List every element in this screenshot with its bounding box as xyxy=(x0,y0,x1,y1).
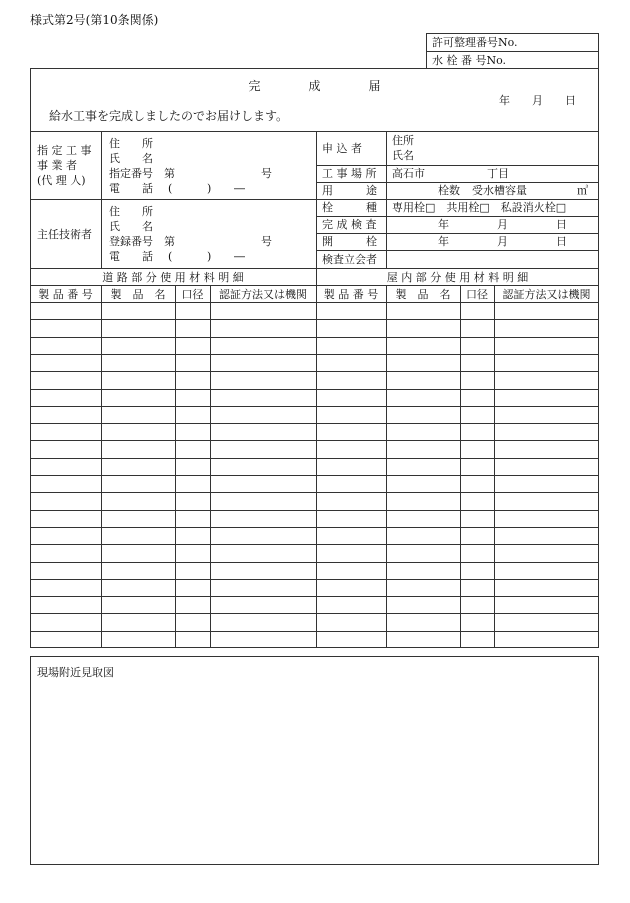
contractor-go: 号 xyxy=(261,167,272,180)
site-chome: 丁目 xyxy=(487,167,509,180)
use-label: 用 途 xyxy=(322,184,377,197)
inspection-day: 日 xyxy=(556,218,567,231)
table-row-line xyxy=(30,354,599,355)
road-section-title: 道 路 部 分 使 用 材 料 明 細 xyxy=(102,271,244,284)
indoor-section-title: 屋 内 部 分 使 用 材 料 明 細 xyxy=(386,271,529,284)
intro-text: 給水工事を完成しましたのでお届けします。 xyxy=(49,109,289,123)
table-row-line xyxy=(30,475,599,476)
site-label: 工 事 場 所 xyxy=(322,167,377,180)
permit-no-label: 許可整理番号No. xyxy=(432,36,518,49)
doc-title: 完 成 届 xyxy=(248,79,381,93)
m3-unit: ㎥ xyxy=(577,184,588,197)
date-line: 年 月 日 xyxy=(499,94,576,107)
col-cert-road: 認証方法又は機関 xyxy=(219,288,307,301)
table-column-line xyxy=(386,285,387,648)
applicant-address: 住所 xyxy=(392,134,414,147)
chief-paren-close: ) xyxy=(207,250,212,263)
table-column-line xyxy=(210,285,211,648)
contractor-address: 住 所 xyxy=(109,137,153,150)
table-row-line xyxy=(30,319,599,320)
contractor-label-2: 事 業 者 xyxy=(37,159,77,172)
tank-capacity: 受水槽容量 xyxy=(472,184,527,197)
table-row-line xyxy=(30,406,599,407)
attendee-label: 検査立会者 xyxy=(322,253,377,266)
opening-day: 日 xyxy=(556,235,567,248)
inspection-label: 完 成 検 査 xyxy=(322,218,377,231)
hydrant-no-label: 水 栓 番 号No. xyxy=(432,54,507,67)
col-product-name-road: 製 品 名 xyxy=(110,288,166,301)
chief-label: 主任技術者 xyxy=(37,228,92,241)
tap-type-label: 栓 種 xyxy=(322,201,377,214)
col-cert-indoor: 認証方法又は機関 xyxy=(502,288,591,301)
table-row-line xyxy=(30,579,599,580)
contractor-dash: ― xyxy=(234,182,245,195)
contractor-label-3: (代 理 人) xyxy=(37,174,86,187)
table-column-line xyxy=(175,285,176,648)
inspection-month: 月 xyxy=(497,218,508,231)
chief-dash: ― xyxy=(234,250,245,263)
table-row-line xyxy=(30,544,599,545)
tap-count: 栓数 xyxy=(438,184,460,197)
col-bore-road: 口径 xyxy=(181,288,204,301)
tap-options: 専用栓□ 共用栓□ 私設消火栓□ xyxy=(392,201,567,214)
table-row-line xyxy=(30,510,599,511)
table-row-line xyxy=(30,613,599,614)
table-column-line xyxy=(101,285,102,648)
table-row-line xyxy=(30,527,599,528)
opening-month: 月 xyxy=(497,235,508,248)
chief-go: 号 xyxy=(261,235,272,248)
table-row-line xyxy=(30,631,599,632)
table-center-line xyxy=(316,302,317,648)
table-row-line xyxy=(30,492,599,493)
col-product-no-indoor: 製 品 番 号 xyxy=(323,288,379,301)
opening-label: 開 栓 xyxy=(322,235,377,248)
table-row-line xyxy=(30,371,599,372)
contractor-paren-close: ) xyxy=(207,182,212,195)
table-row-line xyxy=(30,596,599,597)
form-code: 様式第2号(第10条関係) xyxy=(30,13,159,27)
site-map-area xyxy=(30,656,599,865)
table-row-line xyxy=(30,562,599,563)
site-city: 高石市 xyxy=(392,167,425,180)
col-bore-indoor: 口径 xyxy=(466,288,488,301)
contractor-designation: 指定番号 第 xyxy=(109,167,175,180)
applicant-label: 申 込 者 xyxy=(322,142,362,155)
chief-paren-open: ( xyxy=(168,250,173,263)
chief-address: 住 所 xyxy=(109,205,153,218)
table-row-line xyxy=(30,458,599,459)
inspection-year: 年 xyxy=(438,218,449,231)
map-label: 現場附近見取図 xyxy=(37,666,114,679)
applicant-name: 氏名 xyxy=(392,149,414,162)
contractor-paren-open: ( xyxy=(168,182,173,195)
col-product-no-road: 製 品 番 号 xyxy=(38,288,93,301)
table-column-line xyxy=(460,285,461,648)
table-column-line xyxy=(494,285,495,648)
contractor-name: 氏 名 xyxy=(109,152,153,165)
table-row-line xyxy=(30,440,599,441)
contractor-phone: 電 話 xyxy=(109,182,153,195)
opening-year: 年 xyxy=(438,235,449,248)
col-product-name-indoor: 製 品 名 xyxy=(395,288,451,301)
table-row-line xyxy=(30,337,599,338)
table-row-line xyxy=(30,423,599,424)
contractor-label-1: 指 定 工 事 xyxy=(37,144,92,157)
chief-registration: 登録番号 第 xyxy=(109,235,175,248)
table-row-line xyxy=(30,389,599,390)
chief-phone: 電 話 xyxy=(109,250,153,263)
chief-name: 氏 名 xyxy=(109,220,153,233)
